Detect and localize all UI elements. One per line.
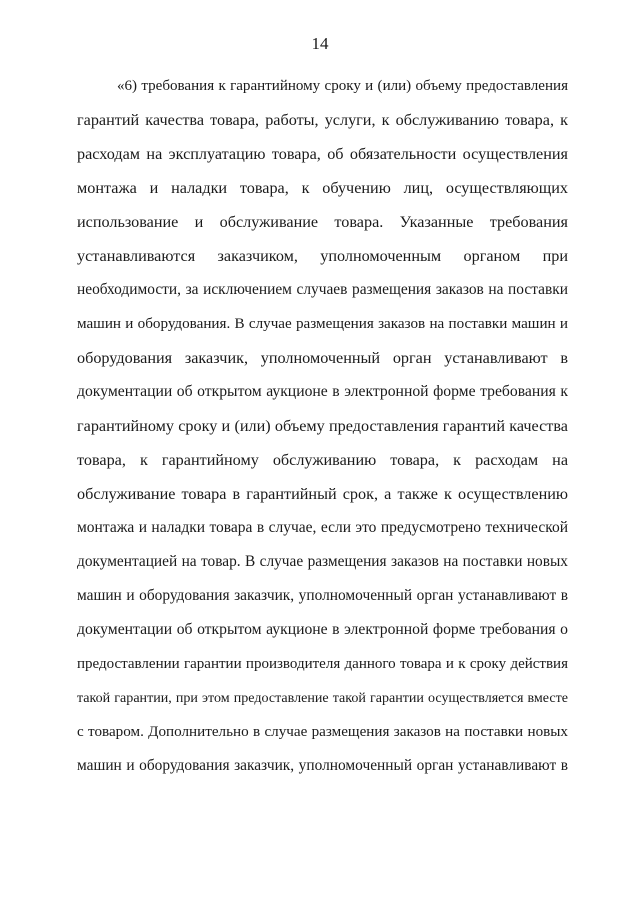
text-line: такой гарантии, при этом предоставление такой гарантии осуществляется вместе	[77, 690, 568, 706]
text-line: монтажа и наладки товара, к обучению лиц, осуществляющих	[77, 179, 568, 197]
text-line: предоставлении гарантии производителя данного товара и к сроку действия	[77, 656, 568, 672]
text-line: гарантий качества товара, работы, услуги, к обслуживанию товара, к	[77, 111, 568, 129]
document-body	[77, 69, 568, 783]
text-line: гарантийному сроку и (или) объему предоставления гарантий качества	[77, 417, 568, 435]
text-line: машин и оборудования. В случае размещения заказов на поставки машин и	[77, 316, 568, 332]
text-line: использование и обслуживание товара. Указанные требования	[77, 213, 568, 231]
text-line: оборудования заказчик, уполномоченный орган устанавливают в	[77, 349, 568, 367]
text-line: машин и оборудования заказчик, уполномоченный орган устанавливают в	[77, 757, 568, 774]
text-line: документацией на товар. В случае размещения заказов на поставки новых	[77, 553, 568, 570]
text-line: обслуживание товара в гарантийный срок, а также к осуществлению	[77, 485, 568, 503]
text-line: документации об открытом аукционе в электронной форме требования к	[77, 383, 568, 400]
text-line: машин и оборудования заказчик, уполномоченный орган устанавливают в	[77, 587, 568, 604]
text-line: расходам на эксплуатацию товара, об обязательности осуществления	[77, 145, 568, 163]
text-line: монтажа и наладки товара в случае, если это предусмотрено технической	[77, 519, 568, 536]
page-number: 14	[311, 34, 329, 53]
text-line: с товаром. Дополнительно в случае размещения заказов на поставки новых	[77, 724, 568, 740]
text-line: «6) требования к гарантийному сроку и (или) объему предоставления	[117, 78, 568, 94]
text-line: устанавливаются заказчиком, уполномоченным органом при	[77, 247, 568, 265]
text-line: необходимости, за исключением случаев размещения заказов на поставки	[77, 281, 568, 298]
text-line: товара, к гарантийному обслуживанию товара, к расходам на	[77, 451, 568, 469]
text-line: документации об открытом аукционе в электронной форме требования о	[77, 621, 568, 638]
